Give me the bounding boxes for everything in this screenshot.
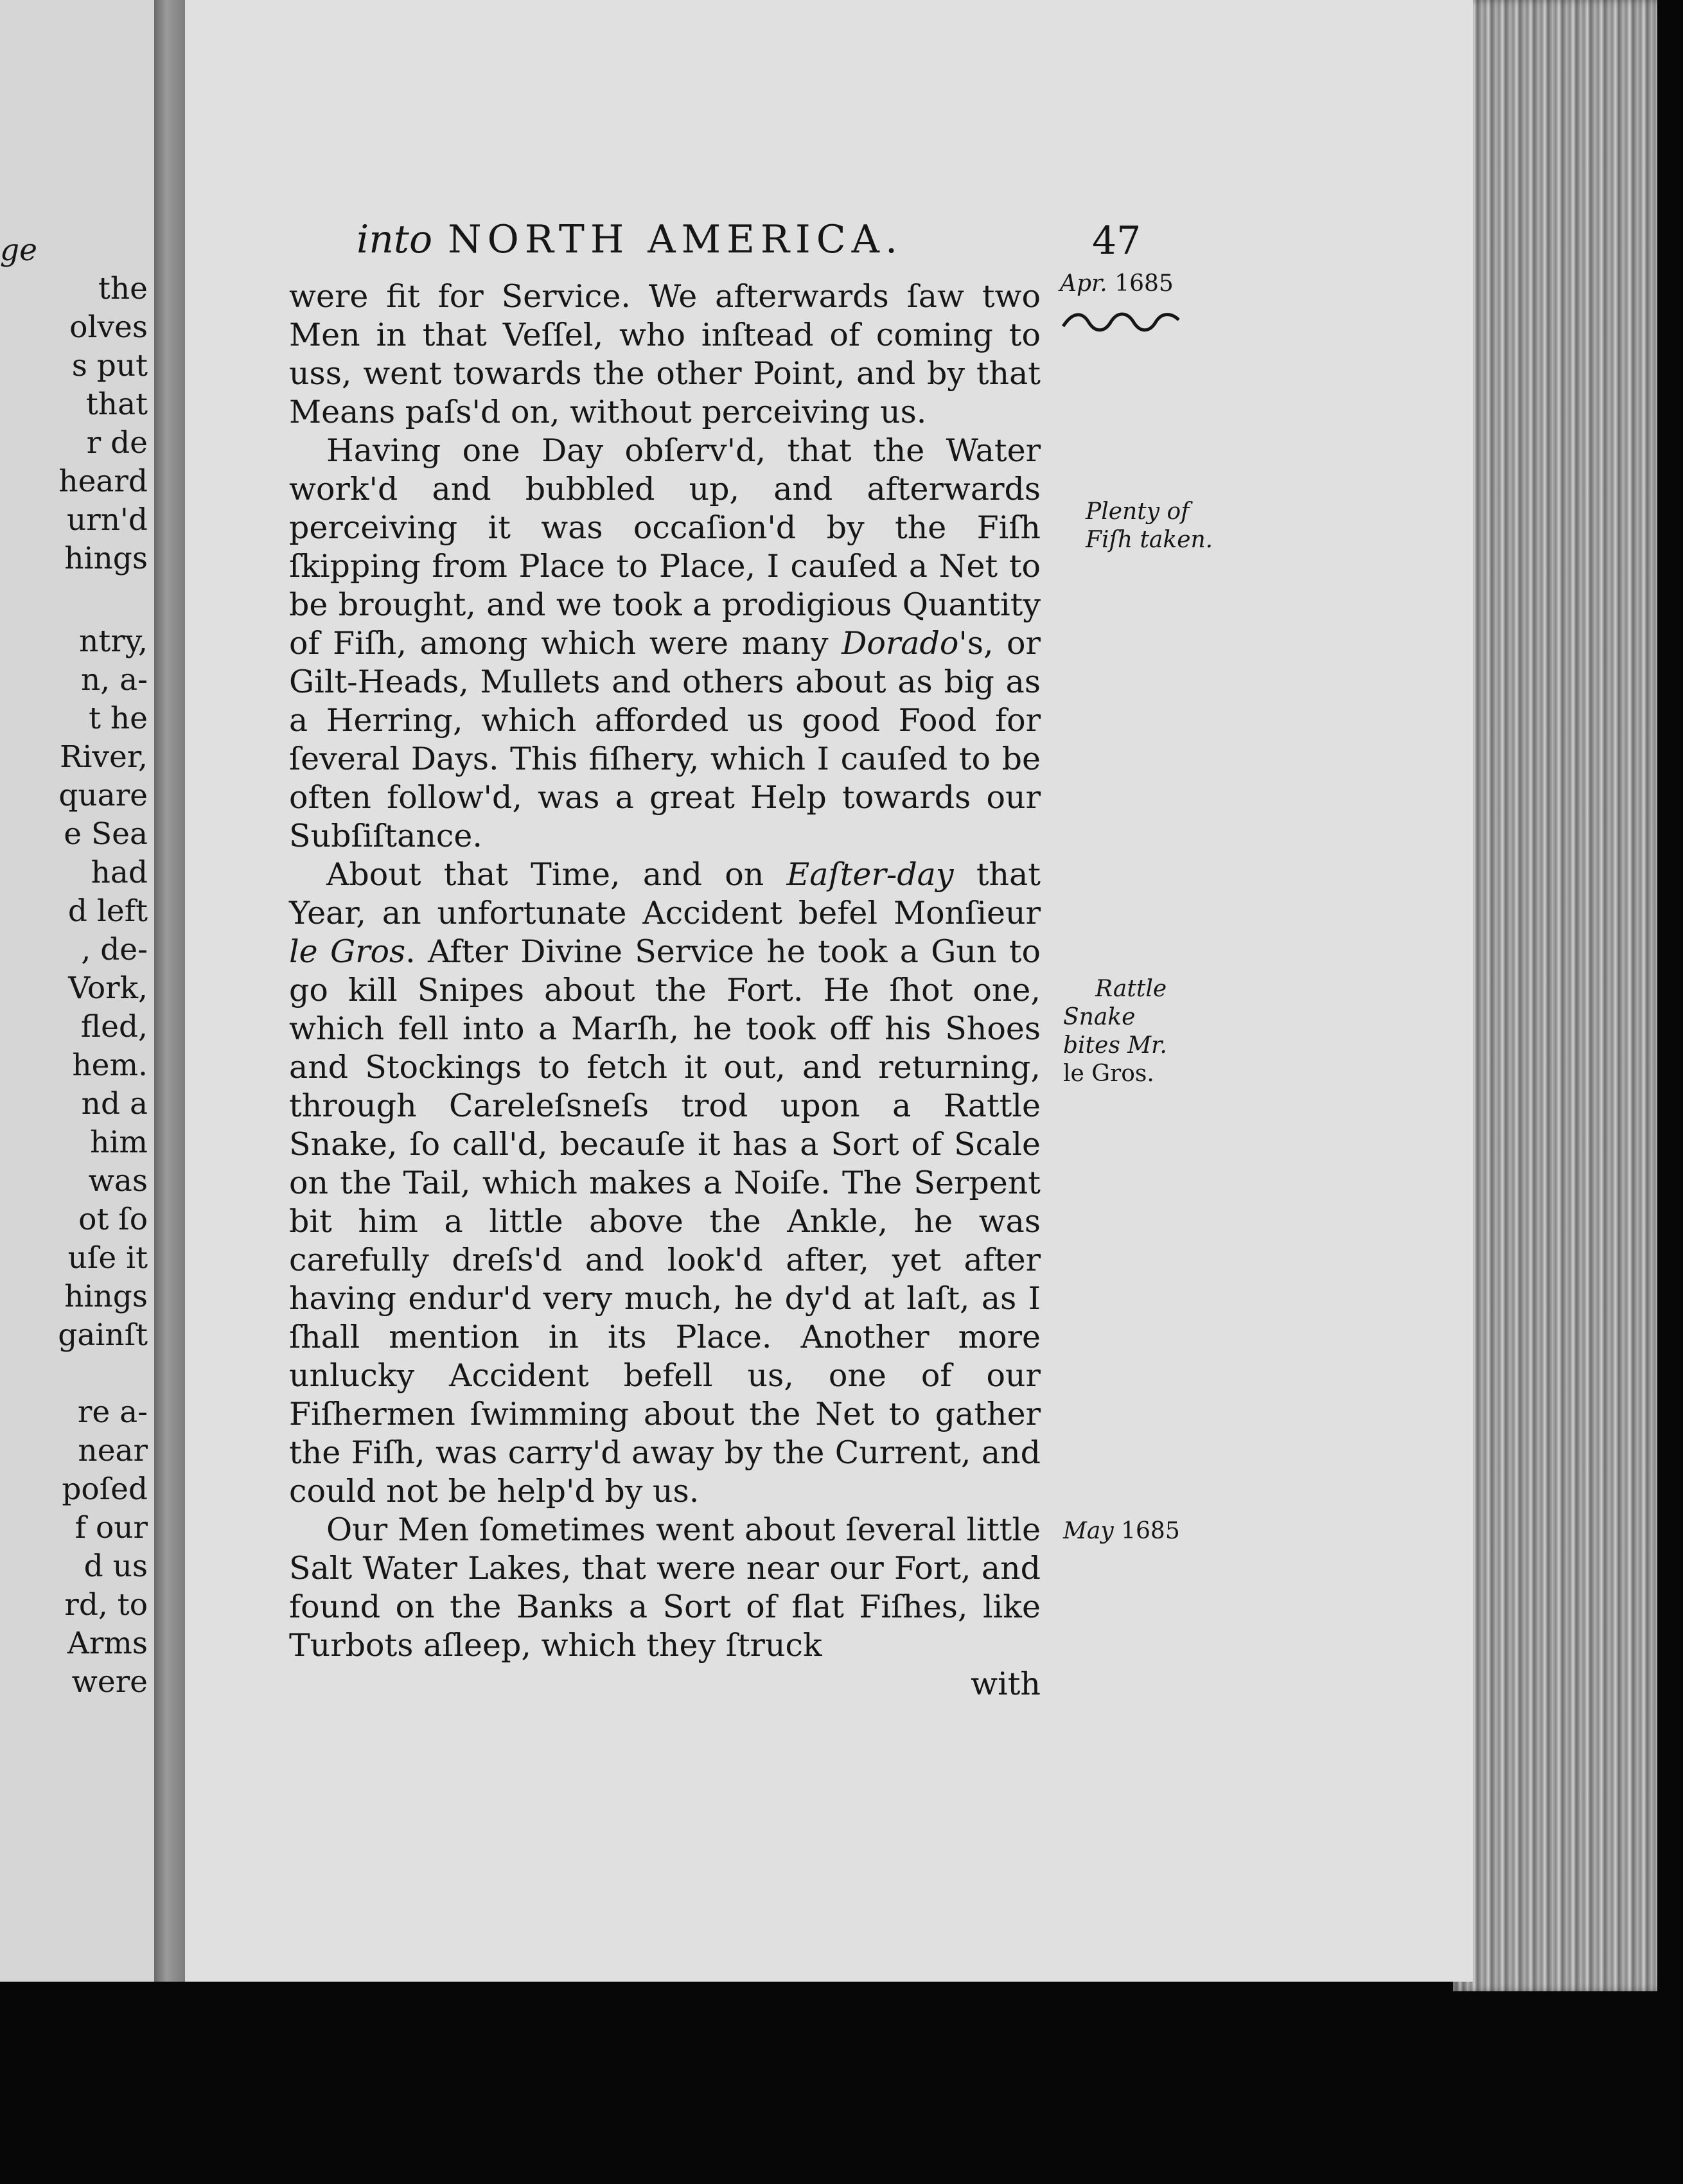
paragraph-4: Our Men ſometimes went about ſeveral little Salt Water Lakes, that were near our Fort, and found on the Banks a Sort of flat Fiſhes, like Turbots aſleep, which they ſtruck: [289, 1511, 1041, 1664]
paragraph-2-part-b: 's, or Gilt-Heads, Mullets and others about as big as a Herring, which afforded us good Food for ſeveral Days. This fiſhery, which I cauſed to be often follow'd, was a great Help towards our Subſiſtance.: [289, 625, 1041, 854]
running-header: [357, 217, 903, 262]
paragraph-3-part-a: About that Time, and on: [326, 856, 787, 893]
margin-date-may-year: 1685: [1121, 1518, 1180, 1544]
facing-page-line: nd a: [81, 1086, 148, 1122]
paragraph-3: [289, 856, 1041, 1511]
page-number: 47: [1092, 218, 1141, 263]
facing-page-line: ge: [0, 233, 37, 268]
facing-page-line: re a-: [77, 1395, 148, 1430]
header-into: into: [357, 217, 433, 262]
facing-page-line: hem.: [72, 1048, 148, 1083]
facing-page-line: olves: [69, 310, 148, 345]
margin-date-april-year: 1685: [1115, 270, 1174, 297]
margin-note-rattle: [1063, 975, 1167, 1088]
margin-note-rattle-line3: bites Mr.: [1063, 1032, 1167, 1059]
book-gutter: [154, 0, 185, 1982]
paragraph-3-italic-legros: le Gros: [289, 933, 406, 970]
facing-page-line: Vork,: [68, 971, 148, 1006]
facing-page-line: near: [78, 1433, 148, 1468]
facing-page-line: heard: [58, 464, 148, 499]
facing-page-line: were: [71, 1664, 148, 1700]
header-title: NORTH AMERICA.: [448, 217, 904, 262]
facing-page-line: f our: [75, 1510, 148, 1546]
facing-page-line: that: [85, 387, 148, 422]
facing-page-line: hings: [64, 1279, 148, 1314]
facing-page-line: quare: [58, 778, 148, 813]
facing-page-line: ot ſo: [78, 1202, 148, 1237]
facing-page-line: s put: [71, 348, 148, 383]
facing-page-line: d us: [84, 1549, 148, 1584]
facing-page-line: rd, to: [64, 1587, 148, 1623]
facing-page: [0, 0, 154, 1982]
paragraph-1: were fit for Service. We afterwards ſaw two Men in that Veſſel, who inſtead of coming to uss, went towards the other Point, and by that Means paſs'd on, without perceiving us.: [289, 278, 1041, 430]
facing-page-line: t he: [89, 701, 148, 736]
catchword: with: [971, 1666, 1041, 1702]
facing-page-line: r de: [86, 425, 148, 461]
paragraph-2-italic: Dorado: [842, 625, 959, 662]
facing-page-line: ntry,: [79, 624, 148, 659]
flourish-ornament: [1060, 308, 1182, 334]
facing-page-line: Arms: [67, 1626, 148, 1661]
margin-date-may: [1063, 1517, 1180, 1546]
margin-note-plenty: [1086, 498, 1213, 554]
facing-page-line: poſed: [62, 1472, 148, 1507]
facing-page-line: the: [98, 271, 148, 306]
paragraph-2-part-a: Having one Day obſerv'd, that the Water work'd and bubbled up, and afterwards perceiving it was occaſion'd by the Fiſh ſkipping from Place to Place, I cauſed a Net to be brought, and we took a prodigious Quantity of Fiſh, among which were many: [289, 432, 1041, 662]
paragraph-3-part-b: that Year, an unfortunate Accident befel Monſieur: [289, 856, 1041, 931]
facing-page-line: River,: [59, 739, 148, 775]
facing-page-line: n, a-: [80, 662, 148, 698]
facing-page-line: d left: [67, 894, 148, 929]
margin-date-may-month: May: [1063, 1518, 1114, 1544]
margin-note-rattle-line1: Rattle: [1095, 976, 1167, 1002]
paragraph-3-italic-easter: Eaſter-day: [786, 856, 954, 893]
facing-page-line: fled,: [80, 1009, 148, 1044]
margin-date-april-month: Apr.: [1060, 270, 1107, 297]
margin-note-plenty-line1: Plenty of: [1086, 498, 1190, 525]
paragraph-2: [289, 432, 1041, 856]
margin-note-plenty-line2: Fiſh taken.: [1086, 527, 1213, 553]
margin-date-april: [1060, 270, 1174, 298]
facing-page-line: gainſt: [58, 1317, 148, 1353]
page-edge-stack: [1453, 0, 1657, 1991]
facing-page-line: uſe it: [67, 1240, 148, 1276]
paragraph-3-part-c: . After Divine Service he took a Gun to go kill Snipes about the Fort. He ſhot one, which fell into a Marſh, he took off his Shoes and Stockings to fetch it out, and returning, through Careleſsneſs trod upon a Rattle Snake, ſo call'd, becauſe it has a Sort of Scale on the Tail, which makes a Noiſe. The Serpent bit him a little above the Ankle, he was carefully dreſs'd and look'd after, yet after having endur'd very much, he dy'd at laſt, as I ſhall mention in its Place. Another more unlucky Accident befell us, one of our Fiſhermen ſwimming about the Net to gather the Fiſh, was carry'd away by the Current, and could not be help'd by us.: [289, 933, 1041, 1510]
margin-note-rattle-line2: Snake: [1063, 1004, 1136, 1030]
body-text: [289, 277, 1041, 1704]
facing-page-line: , de-: [81, 932, 148, 967]
facing-page-line: urn'd: [66, 502, 148, 538]
margin-note-rattle-line4: le Gros.: [1063, 1061, 1154, 1087]
facing-page-line: e Sea: [64, 816, 148, 852]
facing-page-line: him: [90, 1125, 148, 1160]
facing-page-line: was: [88, 1163, 148, 1199]
facing-page-line: hings: [64, 541, 148, 576]
facing-page-line: had: [91, 855, 148, 890]
